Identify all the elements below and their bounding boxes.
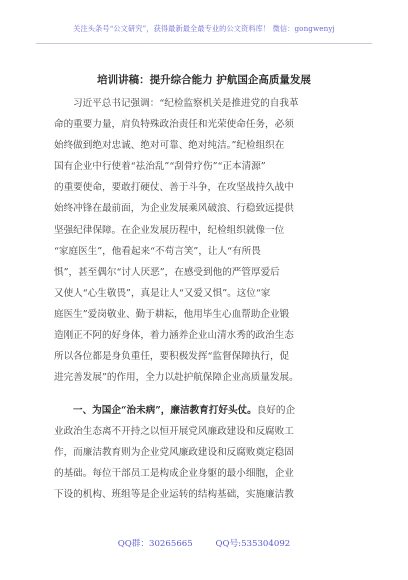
paragraph-line: 下设的机构、班组等是企业运转的结构基础，实施廉洁教 <box>54 489 294 501</box>
paragraph-line: 惧”，甚至偶尔“讨人厌恶”，在感受到他的严管厚爱后 <box>54 266 280 278</box>
paragraph-line: 进完善发展”的作用，全力以赴护航保障企业高质量发展。 <box>54 372 299 384</box>
footer-qq-group: QQ群：30265665 <box>117 539 193 549</box>
paragraph-line: 又使人“心生敬畏”，真是让人“又爱又惧”。这位“家 <box>54 287 271 299</box>
paragraph-2 <box>54 400 357 505</box>
paragraph-line: 习近平总书记强调：“纪检监察机关是推进党的自我革 <box>73 98 299 109</box>
header-divider <box>36 43 372 44</box>
paragraph-line: 命的重要力量，肩负特殊政治责任和光荣使命任务，必须 <box>54 119 294 131</box>
paragraph-line: 始终冲锋在最前面，为企业发展乘风破浪、行稳致远提供 <box>54 203 294 215</box>
paragraph-line: 业政治生态离不开持之以恒开展党风廉政建设和反腐败工 <box>54 426 294 438</box>
paragraph-line: 作，而廉洁教育则为企业党风廉政建设和反腐败奠定稳固 <box>54 447 294 459</box>
paragraph-line: 坚强纪律保障。在企业发展历程中，纪检组织就像一位 <box>54 224 285 236</box>
paragraph-text: 良好的企 <box>256 405 296 416</box>
paragraph-line: 国有企业中行使着“祛治乱”“刮骨疗伤”“正本清源” <box>54 161 266 173</box>
document-title: 培训讲稿：提升综合能力 护航国企高质量发展 <box>97 74 311 86</box>
paragraph-1 <box>54 93 357 388</box>
footer-qq-number: QQ号:535304092 <box>215 539 291 549</box>
header-note: 关注头条号“公文研究”，获得最新最全最专业的公文资料库！ 微信：gongwenyj <box>73 24 335 33</box>
paragraph-line: 造刚正不阿的好身体，着力涵养企业山清水秀的政治生态 <box>54 330 294 342</box>
section-heading: 一、为国企“治未病”，廉洁教育打好头仗。 <box>73 405 257 416</box>
paragraph-line: 庭医生”爱岗敬业、勤于耕耘，他用毕生心血帮助企业锻 <box>54 308 290 320</box>
footer-contact <box>0 537 408 549</box>
paragraph-line: 始终做到绝对忠诚、绝对可靠、绝对纯洁。”纪检组织在 <box>54 140 285 152</box>
paragraph-first-line <box>54 400 357 421</box>
paragraph-line: “家庭医生”，他看起来“不苟言笑”，让人“有所畏 <box>54 245 261 257</box>
paragraph-line: 的基础。每位干部员工是构成企业身躯的最小细胞，企业 <box>54 468 294 480</box>
paragraph-line: 所以各位都是身负重任，要积极发挥“监督保障执行，促 <box>54 351 290 363</box>
paragraph-line: 的重要使命，要敢打硬仗、善于斗争，在攻坚战持久战中 <box>54 182 294 194</box>
